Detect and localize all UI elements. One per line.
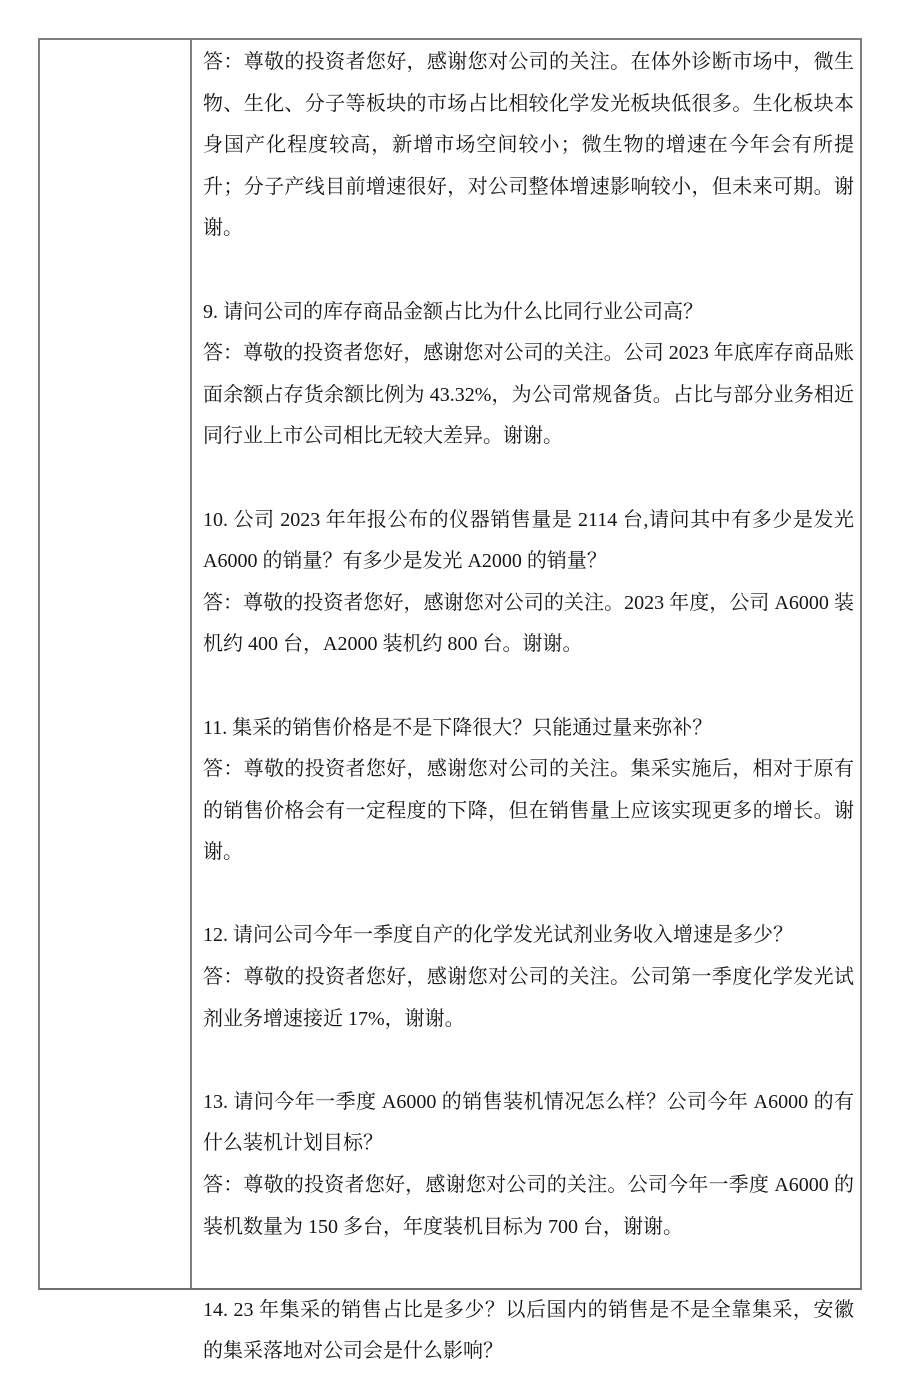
qa-record-table xyxy=(38,38,862,1363)
question-9-paragraph: 9. 请问公司的库存商品金额占比为什么比同行业公司高？ xyxy=(203,300,703,323)
table-right-cell xyxy=(192,40,860,1363)
blank-line xyxy=(203,1040,854,1082)
question-12-paragraph: 12. 请问公司今年一季度自产的化学发光试剂业务收入增速是多少？ xyxy=(203,924,793,947)
answer-12-paragraph: 答：尊敬的投资者您好，感谢您对公司的关注。公司第一季度化学发光试剂业务增速接近 17%，谢谢。 xyxy=(203,966,854,1030)
question-13-paragraph: 13. 请问今年一季度 A6000 的销售装机情况怎么样？公司今年 A6000 的有什么装机计划目标？ xyxy=(203,1090,854,1155)
answer-13-paragraph: 答：尊敬的投资者您好，感谢您对公司的关注。公司今年一季度 A6000 的装机数量为 150 多台，年度装机目标为 700 台，谢谢。 xyxy=(203,1174,854,1238)
blank-line xyxy=(203,874,854,916)
question-11-paragraph: 11. 集采的销售价格是不是下降很大？只能通过量来弥补？ xyxy=(203,716,713,739)
answer-10-paragraph: 答：尊敬的投资者您好，感谢您对公司的关注。2023 年度，公司 A6000 装机约 400 台，A2000 装机约 800 台。谢谢。 xyxy=(203,591,854,656)
answer-continued-paragraph: 答：尊敬的投资者您好，感谢您对公司的关注。在体外诊断市场中，微生物、生化、分子等板块的市场占比相较化学发光板块低很多。生化板块本身国产化程度较高，新增市场空间较小；微生物的增速在今年会有所提升；分子产线目前增速很好，对公司整体增速影响较小，但未来可期。谢谢。 xyxy=(203,51,854,240)
table-left-cell xyxy=(40,40,192,1288)
blank-line xyxy=(203,666,854,708)
answer-9-paragraph: 答：尊敬的投资者您好，感谢您对公司的关注。公司 2023 年底库存商品账面余额占存货余额比例为 43.32%，为公司常规备货。占比与部分业务相近同行业上市公司相比无较大差异。谢谢。 xyxy=(203,342,854,448)
question-10-paragraph: 10. 公司 2023 年年报公布的仪器销售量是 2114 台,请问其中有多少是发光 A6000 的销量？有多少是发光 A2000 的销量？ xyxy=(203,508,854,573)
answer-11-paragraph: 答：尊敬的投资者您好，感谢您对公司的关注。集采实施后，相对于原有的销售价格会有一定程度的下降，但在销售量上应该实现更多的增长。谢谢。 xyxy=(203,758,854,864)
question-14-paragraph: 14. 23 年集采的销售占比是多少？以后国内的销售是不是全靠集采，安徽的集采落地对公司会是什么影响？ xyxy=(203,1298,854,1363)
blank-line xyxy=(203,458,854,500)
blank-line xyxy=(203,250,854,292)
blank-line xyxy=(203,1248,854,1290)
